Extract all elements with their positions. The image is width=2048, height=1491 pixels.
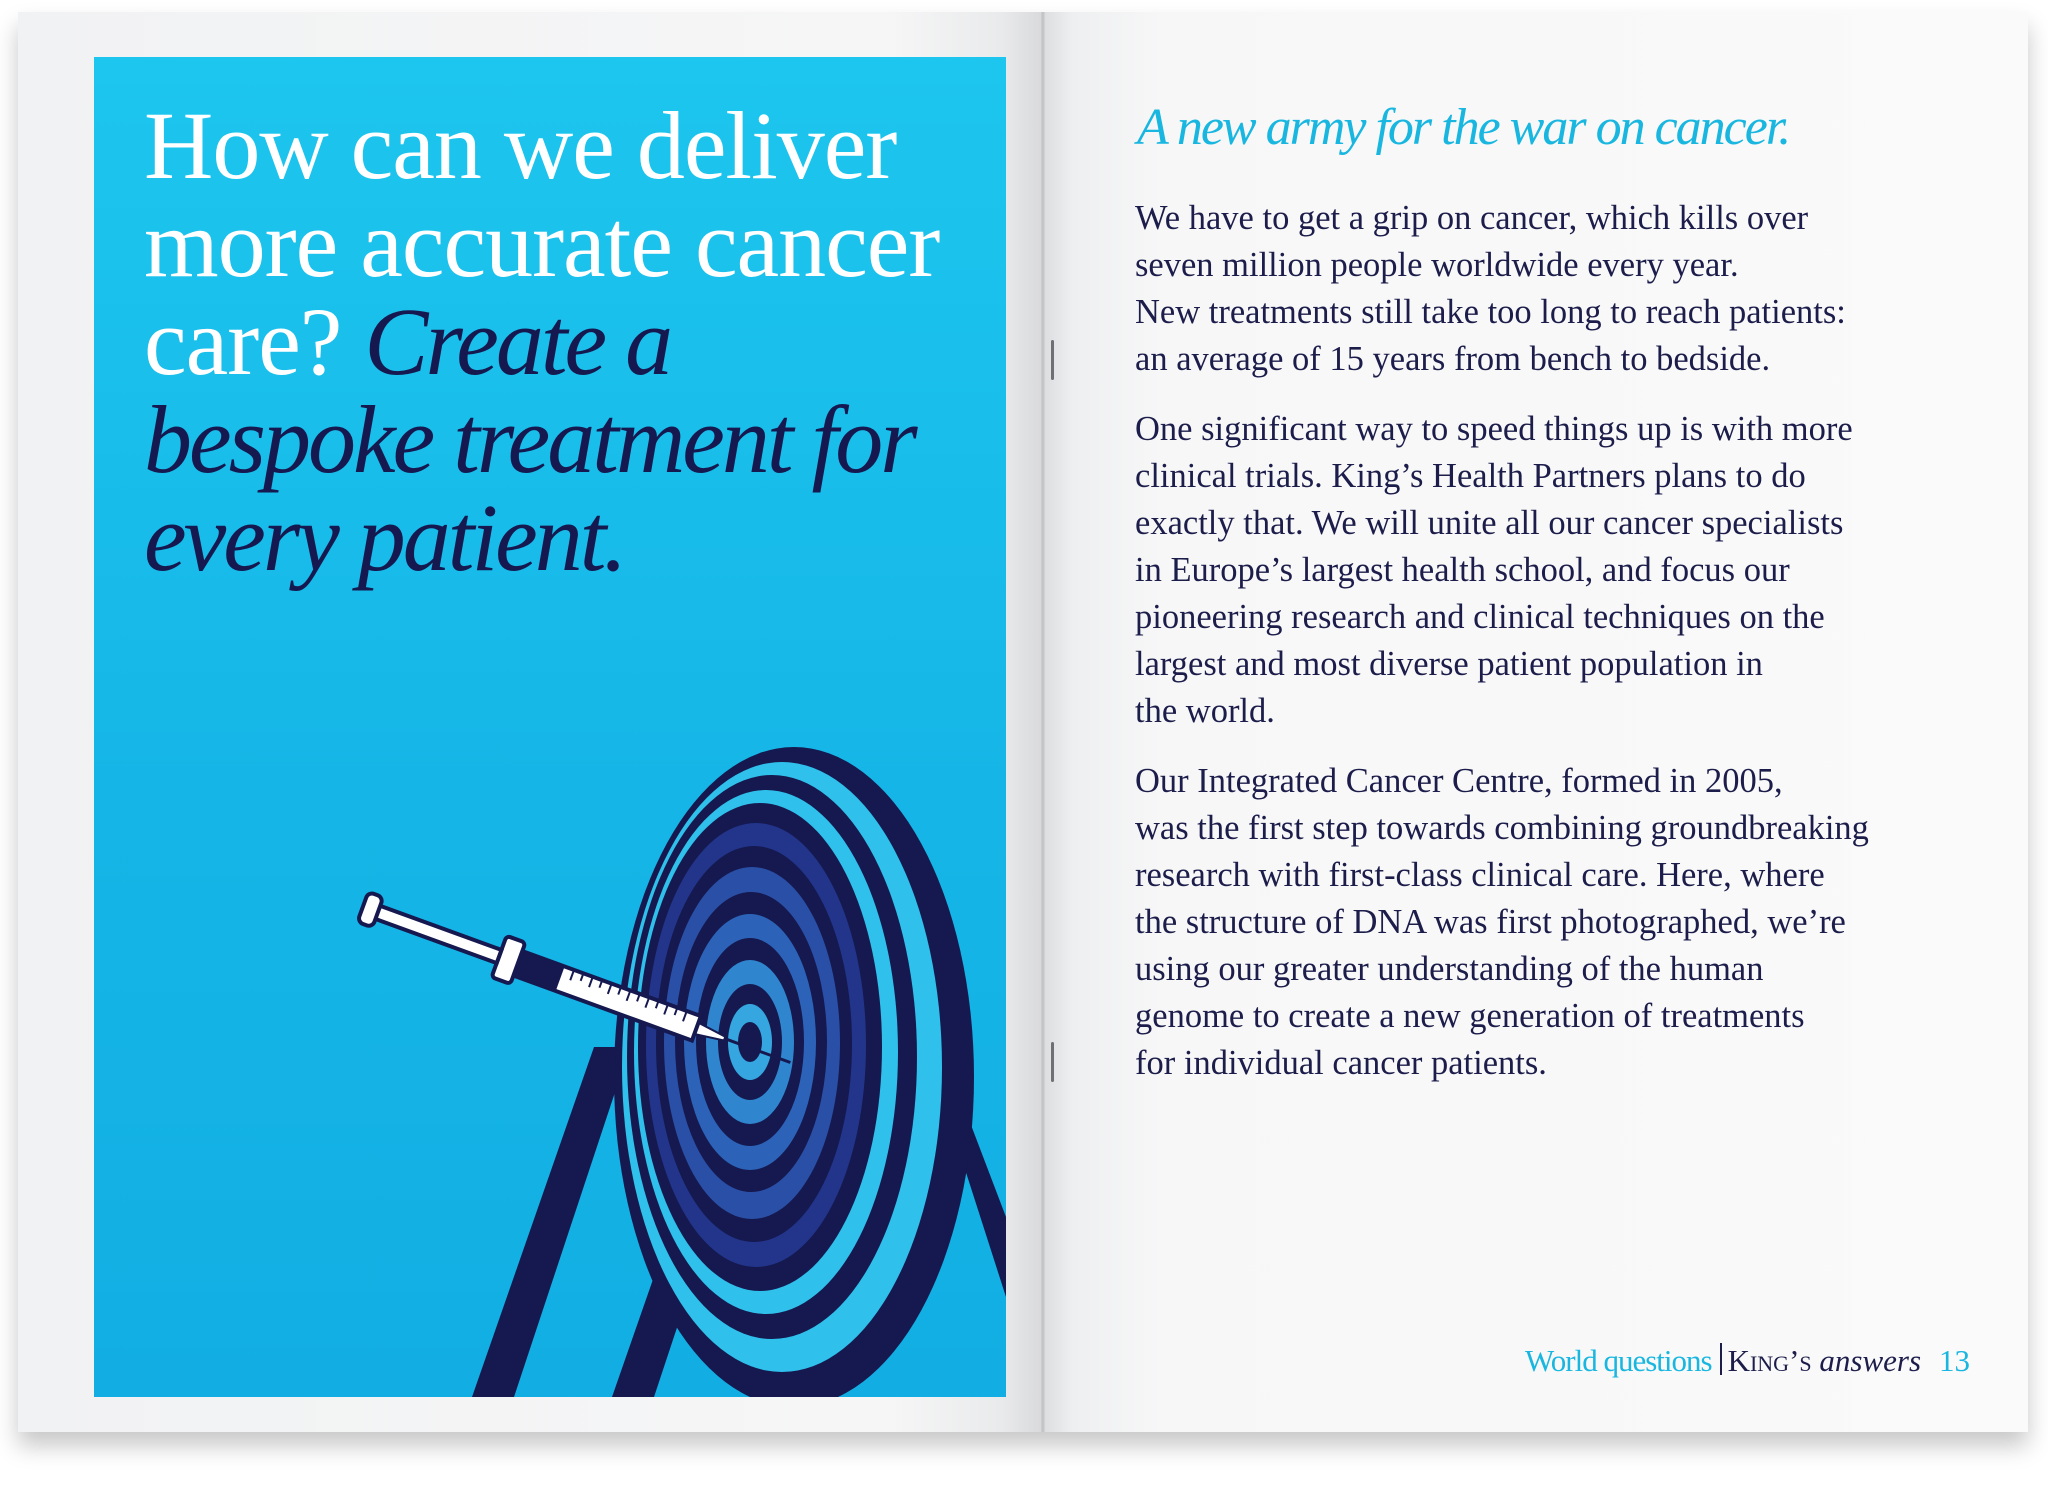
cover-panel [94,57,1006,1397]
target-illustration [94,57,1006,1397]
paragraph-3: Our Integrated Cancer Centre, formed in 2005, was the first step towards combining groundbreaking research with first-class clinical care. Here, where the structure of DNA was first photographed, we’re using our greater understanding of the human genome to create a new generation of treatments for individual cancer patients. [1135,762,1869,1082]
target-icon [614,747,974,1397]
page-number: 13 [1939,1343,1971,1378]
footer-divider [1720,1343,1722,1375]
footer-brand: King’s [1727,1343,1812,1378]
paragraph-2: One significant way to speed things up is with more clinical trials. King’s Health Partners plans to do exactly that. We will unite all our cancer specialists in Europe’s largest health school, and focus our pioneering research and clinical techniques on the largest and most diverse patient population in the world. [1135,410,1853,730]
headline-plain: How can we deliver more accurate cancer care? [144,92,940,395]
article-body [1135,195,1935,1110]
staple-top [1051,340,1054,380]
footer-section-title: World questions [1525,1343,1712,1378]
booklet-spine [1041,12,1045,1432]
headline-italic: Create a bespoke treatment for every patient. [144,288,915,591]
footer-brand-italic: answers [1819,1343,1922,1378]
article-title: A new army for the war on cancer. [1137,99,1790,156]
paragraph-1: We have to get a grip on cancer, which kills over seven million people worldwide every year. New treatments still take too long to reach patients: an average of 15 years from bench to bedside. [1135,199,1846,378]
page-footer [1525,1343,1970,1379]
staple-bottom [1051,1042,1054,1082]
left-page [18,12,1043,1432]
